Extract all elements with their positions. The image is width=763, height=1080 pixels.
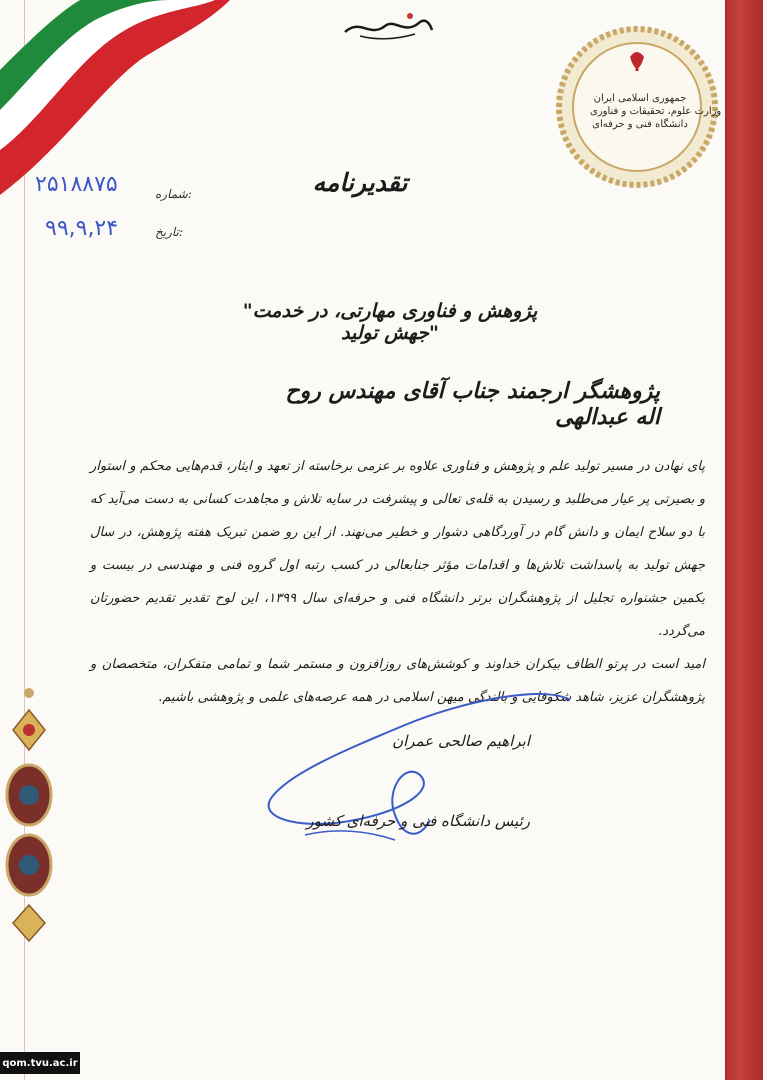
date-label: تاریخ: [155,225,183,239]
iran-flag-icon [0,0,230,200]
number-value: ۲۵۱۸۸۷۵ [35,172,118,197]
seal-line: جمهوری اسلامی ایران [593,93,687,104]
signer-name: ابراهیم صالحی عمران [392,732,530,750]
certificate-body [90,450,705,714]
certificate-title: تقدیرنامه [312,168,408,197]
seal-text [590,92,722,131]
slogan: "پژوهش و فناوری مهارتی، در خدمت جهش تولید" [242,300,538,344]
body-paragraph: پای نهادن در مسیر تولید علم و پژوهش و فناوری علاوه بر عزمی برخاسته از تعهد و ایثار، قدم‌هایی محکم و استوار و بصیرتی پر عیار می‌طلبد و رسیدن به قله‌ی تعالی و پیشرفت در سایه تلاش و مجاهدت کسانی به دست می‌آید که با دو سلاح ایمان و دانش گام در آوردگاهی دشوار و خطیر می‌نهند. از این رو ضمن تبریک هفته پژوهش، در سال جهش تولید به پاسداشت تلاش‌ها و اقدامات مؤثر جنابعالی در کسب رتبه اول گروه فنی و مهندسی در بیست و یکمین جشنواره تجلیل از پژوهشگران برتر دانشگاه فنی و حرفه‌ای سال ۱۳۹۹، این لوح تقدیر تقدیم حضورتان می‌گردد. [90,459,705,639]
site-watermark[interactable]: qom.tvu.ac.ir [0,1052,80,1074]
basmala-calligraphy [340,10,435,44]
decorative-ornament [0,685,58,950]
seal-line: دانشگاه فنی و حرفه‌ای [592,119,688,130]
body-paragraph: امید است در پرتو الطاف بیکران خداوند و کوشش‌های روزافزون و مستمر شما و تمامی متفکران، متخصصان و پژوهشگران عزیز، شاهد شکوفایی و بالندگی میهن اسلامی در همه عرصه‌های علمی و پژوهشی باشیم. [90,657,705,705]
number-label: شماره: [155,187,192,201]
recipient-name: پژوهشگر ارجمند جناب آقای مهندس روح اله عبدالهی [285,378,660,430]
signer-title: رئیس دانشگاه فنی و حرفه‌ای کشور [306,812,530,830]
right-border-band [726,0,763,1080]
date-value: ۹۹,۹,۲۴ [45,216,119,241]
seal-line: وزارت علوم، تحقیقات و فناوری [590,106,722,117]
